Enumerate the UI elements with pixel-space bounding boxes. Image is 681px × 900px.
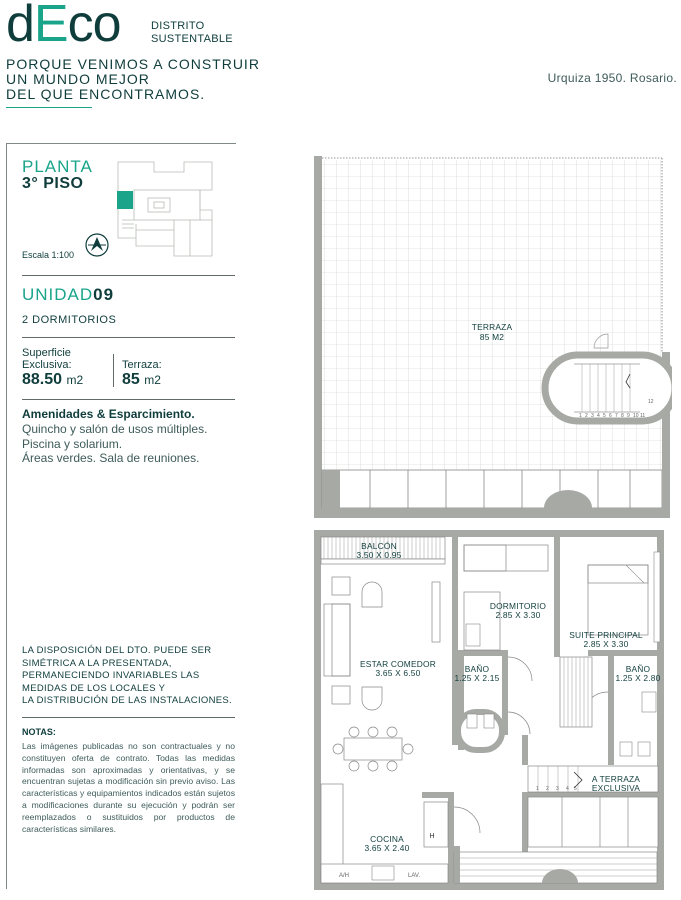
- unit-highlight: [117, 191, 133, 209]
- terrace-label: Terraza:: [122, 359, 162, 371]
- room-size-bano-2: 1.25 X 2.80: [615, 673, 661, 683]
- notes-title: NOTAS:: [22, 727, 56, 737]
- north-arrow-icon: [84, 232, 110, 258]
- room-size-cocina: 3.65 X 2.40: [364, 843, 410, 853]
- room-label-balcon: BALCÓN: [361, 541, 397, 551]
- divider: [22, 399, 235, 400]
- terrace-access-label-2: EXCLUSIVA: [591, 783, 641, 793]
- svg-text:8: 8: [621, 413, 624, 419]
- floor-label: 3° PISO: [22, 175, 84, 192]
- room-size-dormitorio: 2.85 X 3.30: [495, 610, 541, 620]
- room-size-bano-1: 1.25 X 2.15: [454, 673, 500, 683]
- floor-plan: [312, 152, 672, 892]
- room-size-suite: 2.85 X 3.30: [583, 639, 629, 649]
- bedrooms-count: 2 DORMITORIOS: [22, 314, 117, 326]
- address: Urquiza 1950. Rosario.: [547, 71, 677, 85]
- room-label-dormitorio: DORMITORIO: [489, 601, 547, 611]
- svg-text:5: 5: [574, 786, 577, 792]
- ah-label: A/H: [338, 873, 350, 879]
- amenities-list: [22, 422, 207, 466]
- svg-text:11: 11: [640, 413, 646, 419]
- terrace-value: 85 m2: [122, 371, 161, 388]
- logo-wordmark: dEco: [6, 0, 121, 53]
- amenity-item: Piscina y solarium.: [22, 436, 123, 451]
- amenities-title: Amenidades & Esparcimiento.: [22, 407, 195, 421]
- svg-text:12: 12: [648, 399, 654, 405]
- notes-text: Las imágenes publicadas no son contractuales y no constituyen oferta de contrato. Todas las medidas informadas son aproximadas y orientativas, y se encuentran sujetas a modificación sin previo aviso. Las características y equipamientos indicados están sujetos a modificaciones durante su ejecución y podrán ser reemplazados o sustituidos por productos de características similares.: [22, 741, 235, 834]
- logo-subtitle: DISTRITO SUSTENTABLE: [151, 20, 233, 45]
- svg-text:4: 4: [566, 786, 569, 792]
- svg-text:5: 5: [603, 413, 606, 419]
- key-plan-icon: [114, 160, 216, 258]
- surface-value: 88.50 m2: [22, 371, 84, 388]
- scale-label: Escala 1:100: [22, 250, 75, 260]
- svg-text:3: 3: [591, 413, 594, 419]
- svg-text:4: 4: [597, 413, 600, 419]
- disposition-disclaimer: LA DISPOSICIÓN DEL DTO. PUEDE SER SIMÉTRICA A LA PRESENTADA, PERMANECIENDO INVARIABLES LAS MEDIDAS DE LOS LOCALES Y LA DISTRIBUCIÓN DE LAS INSTALACIONES.: [22, 645, 232, 706]
- svg-text:10: 10: [633, 413, 639, 419]
- svg-text:1: 1: [536, 786, 539, 792]
- room-label-suite: SUITE PRINCIPAL: [569, 630, 643, 640]
- svg-text:6: 6: [609, 413, 612, 419]
- terrace-area: [314, 156, 672, 518]
- unit-title: UNIDAD09: [22, 285, 115, 304]
- room-label-terraza: TERRAZA: [471, 322, 513, 332]
- divider: [22, 337, 235, 338]
- amenity-item: Quincho y salón de usos múltiples.: [22, 422, 208, 436]
- surface-label: Superficie Exclusiva:: [22, 347, 72, 371]
- apartment-plan: [314, 530, 664, 890]
- room-size-terraza: 85 M2: [479, 332, 505, 342]
- tagline: PORQUE VENIMOS A CONSTRUIR UN MUNDO MEJOR DEL QUE ENCONTRAMOS.: [6, 56, 260, 102]
- room-label-estar: ESTAR COMEDOR: [360, 659, 436, 669]
- vertical-divider: [113, 354, 114, 387]
- lav-label: LAV.: [407, 873, 421, 879]
- tagline-divider: [6, 107, 92, 108]
- svg-text:2: 2: [546, 786, 549, 792]
- room-label-bano-2: BAÑO: [625, 664, 651, 674]
- amenity-item: Áreas verdes. Sala de reuniones.: [22, 451, 200, 465]
- room-size-estar: 3.65 X 6.50: [375, 668, 421, 678]
- svg-text:7: 7: [615, 413, 618, 419]
- svg-text:9: 9: [627, 413, 630, 419]
- h-label: H: [429, 833, 435, 840]
- divider: [22, 717, 235, 718]
- svg-text:3: 3: [556, 786, 559, 792]
- floor-title: PLANTA: [22, 157, 93, 176]
- divider: [22, 275, 235, 276]
- terrace-access-label: A TERRAZA: [591, 774, 641, 784]
- room-label-bano-1: BAÑO: [464, 664, 490, 674]
- svg-text:2: 2: [585, 413, 588, 419]
- room-label-cocina: COCINA: [370, 834, 404, 844]
- room-size-balcon: 3.50 X 0.95: [356, 550, 402, 560]
- svg-text:1: 1: [579, 413, 582, 419]
